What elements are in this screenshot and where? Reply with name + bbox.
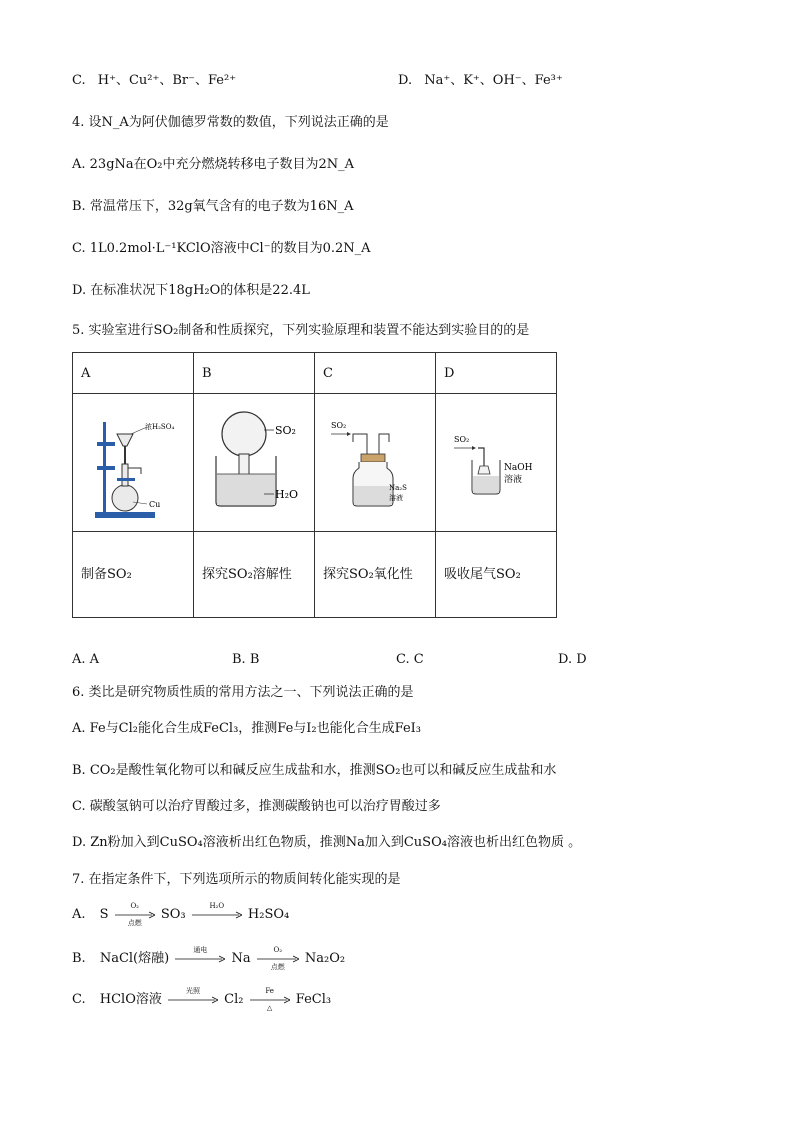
label-solution: 溶液 [389, 494, 403, 502]
option-text: Na⁺、K⁺、OH⁻、Fe³⁺ [424, 73, 563, 88]
caption-b: 探究SO₂溶解性 [194, 532, 315, 618]
species: HClO溶液 [99, 992, 162, 1007]
question-4-option-a: A. 23gNa在O₂中充分燃烧转移电子数目为2N_A [72, 157, 355, 172]
apparatus-a-cell [73, 394, 194, 532]
apparatus-b-cell [194, 394, 315, 532]
question-6-option-a: A. Fe与Cl₂能化合生成FeCl₃，推测Fe与I₂也能化合生成FeI₃ [72, 721, 421, 736]
species: Cl₂ [224, 992, 244, 1007]
arrow-condition-top: H₂O [209, 902, 225, 910]
option-label: A. [72, 907, 86, 922]
question-7-stem: 7. 在指定条件下，下列选项所示的物质间转化能实现的是 [72, 872, 401, 887]
question-4-option-d: D. 在标准状况下18gH₂O的体积是22.4L [72, 283, 310, 298]
option-label: B. [72, 951, 86, 966]
apparatus-c-cell [315, 394, 436, 532]
inverted-flask-figure [202, 394, 306, 527]
table-header-d: D [436, 353, 557, 394]
question-7-option-b [72, 946, 346, 971]
reaction-arrow [192, 902, 242, 924]
caption-a: 制备SO₂ [73, 532, 194, 618]
option-label: D. [398, 73, 413, 88]
species: Na₂O₂ [304, 951, 346, 966]
caption-c: 探究SO₂氧化性 [315, 532, 436, 618]
species: Na [231, 951, 251, 966]
question-6-option-d: D. Zn粉加入到CuSO₄溶液析出红色物质，推测Na加入到CuSO₄溶液也析出红色物质 。 [72, 835, 582, 850]
question-4-stem: 4. 设N_A为阿伏伽德罗常数的数值，下列说法正确的是 [72, 115, 389, 130]
species: NaCl(熔融) [99, 951, 170, 966]
reaction-arrow [250, 987, 290, 1012]
question-6-stem: 6. 类比是研究物质性质的常用方法之一、下列说法正确的是 [72, 685, 414, 700]
label-conc-sulfuric-acid: 浓H₂SO₄ [145, 423, 175, 431]
arrow-condition-top: O₂ [273, 946, 283, 954]
tail-gas-absorption-figure [444, 394, 548, 527]
question-7-option-c [72, 987, 332, 1012]
label-na2s: Na₂S [389, 484, 407, 492]
question-5-stem: 5. 实验室进行SO₂制备和性质探究，下列实验原理和装置不能达到实验目的的是 [72, 323, 530, 338]
label-so2: SO₂ [275, 424, 296, 437]
table-header-b: B [194, 353, 315, 394]
prev-option-c [72, 72, 236, 90]
question-4-option-b: B. 常温常压下，32g氧气含有的电子数为16N_A [72, 199, 354, 214]
species: S [99, 907, 109, 922]
table-header-a: A [73, 353, 194, 394]
apparatus-table [72, 352, 557, 618]
apparatus-d-cell [436, 394, 557, 532]
question-5-answer-b: B. B [232, 652, 260, 667]
distillation-apparatus-figure [81, 394, 185, 527]
arrow-condition-top: 光照 [186, 987, 201, 995]
species: FeCl₃ [295, 992, 332, 1007]
option-text: H⁺、Cu²⁺、Br⁻、Fe²⁺ [97, 73, 237, 88]
species: H₂SO₄ [247, 907, 290, 922]
arrow-condition-bottom: △ [266, 1004, 273, 1012]
arrow-condition-top: 通电 [193, 946, 208, 954]
reaction-arrow [168, 987, 218, 1009]
question-6-option-c: C. 碳酸氢钠可以治疗胃酸过多，推测碳酸钠也可以治疗胃酸过多 [72, 799, 441, 814]
arrow-condition-bottom: 点燃 [127, 919, 142, 927]
reaction-arrow [115, 902, 155, 927]
label-copper: Cu [149, 500, 161, 509]
question-6-option-b: B. CO₂是酸性氧化物可以和碱反应生成盐和水，推测SO₂也可以和碱反应生成盐和水 [72, 763, 557, 778]
table-header-c: C [315, 353, 436, 394]
reaction-arrow [257, 946, 299, 971]
question-5-answer-d: D. D [558, 652, 587, 667]
species: SO₃ [160, 907, 186, 922]
question-5-answer-c: C. C [396, 652, 424, 667]
question-7-option-a [72, 902, 290, 927]
question-5-answer-a: A. A [72, 652, 100, 667]
question-4-option-c: C. 1L0.2mol·L⁻¹KClO溶液中Cl⁻的数目为0.2N_A [72, 241, 371, 256]
option-label: C. [72, 992, 86, 1007]
label-so2-inlet: SO₂ [331, 421, 347, 430]
label-solution-d: 溶液 [504, 475, 523, 485]
label-naoh: NaOH [504, 463, 533, 473]
prev-option-d [398, 72, 563, 90]
arrow-condition-bottom: 点燃 [270, 963, 285, 971]
arrow-condition-top: O₂ [130, 902, 139, 910]
reaction-arrow [175, 946, 225, 968]
gas-washing-bottle-figure [323, 394, 427, 527]
caption-d: 吸收尾气SO₂ [436, 532, 557, 618]
label-so2-inlet-d: SO₂ [454, 435, 470, 444]
label-water: H₂O [275, 488, 299, 501]
arrow-condition-top: Fe [265, 987, 274, 995]
option-label: C. [72, 73, 86, 88]
